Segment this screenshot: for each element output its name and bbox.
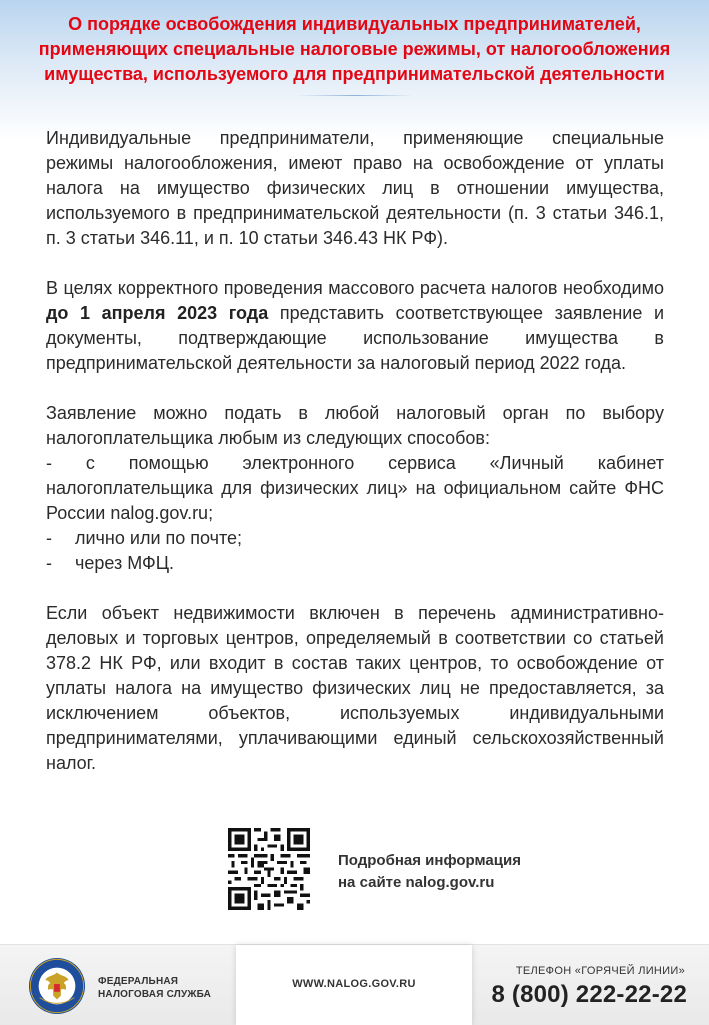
- fns-emblem-icon: [28, 957, 86, 1015]
- org-name: [98, 975, 211, 1001]
- title-line-3: имущества, используемого для предпринимательской деятельности: [44, 64, 665, 84]
- qr-code[interactable]: [228, 828, 310, 910]
- document-body: [46, 126, 664, 776]
- more-info-line-1: Подробная информация: [338, 852, 521, 869]
- deadline-text-after: представить соответствующее заявление и документы, подтверждающие использование имущества в предпринимательской деятельности за налоговый период 2022 года.: [46, 303, 664, 373]
- org-name-line-2: НАЛОГОВАЯ СЛУЖБА: [98, 989, 212, 1000]
- list-item-online-rest: налогоплательщика для физических лиц» на официальном сайте ФНС России nalog.gov.ru;: [46, 478, 664, 523]
- website-link[interactable]: WWW.NALOG.GOV.RU: [292, 978, 416, 990]
- more-info-text: [338, 850, 521, 894]
- list-dash: -: [46, 528, 52, 548]
- list-item-online-text: с помощью электронного сервиса «Личный кабинет: [85, 453, 664, 473]
- paragraph-submission-intro: Заявление можно подать в любой налоговый орган по выбору налогоплательщика любым из следующих способов:: [46, 403, 664, 448]
- list-item-mfc-text: через МФЦ.: [75, 553, 175, 573]
- list-item-online-line1: [46, 451, 664, 476]
- title-line-1: О порядке освобождения индивидуальных предпринимателей,: [68, 14, 641, 34]
- list-item-mfc: [46, 551, 664, 576]
- title-divider: [297, 95, 413, 96]
- list-item-in-person-text: лично или по почте;: [75, 528, 243, 548]
- title-line-2: применяющих специальные налоговые режимы, от налогообложения: [38, 39, 671, 59]
- paragraph-exceptions: Если объект недвижимости включен в перечень административно-деловых и торговых центров, определяемый в соответствии со статьей 378.2 НК РФ, или входит в состав таких центров, то освобождение от уплаты налога на имущество физических лиц не предоставляется, за исключением объектов, используемых индивидуальными предпринимателями, уплачивающими единый сельскохозяйственный налог.: [46, 603, 664, 773]
- page-title: [20, 12, 689, 87]
- hotline-phone[interactable]: 8 (800) 222-22-22: [491, 981, 687, 1008]
- deadline-text-before: В целях корректного проведения массового расчета налогов необходимо: [46, 278, 664, 298]
- list-dash: -: [46, 553, 52, 573]
- more-info-line-2: на сайте nalog.gov.ru: [338, 874, 495, 891]
- footer: [0, 944, 709, 1025]
- paragraph-deadline: [46, 276, 664, 376]
- paragraph-exemption-right: Индивидуальные предприниматели, применяющие специальные режимы налогообложения, имеют право на освобождение от уплаты налога на имущество физических лиц в отношении имущества, используемого в предпринимательской деятельности (п. 3 статьи 346.1, п. 3 статьи 346.11, и п. 10 статьи 346.43 НК РФ).: [46, 128, 664, 248]
- hotline-label: ТЕЛЕФОН «ГОРЯЧЕЙ ЛИНИИ»: [515, 965, 685, 977]
- list-item-in-person: [46, 526, 664, 551]
- deadline-date: до 1 апреля 2023 года: [46, 303, 269, 323]
- list-dash: -: [46, 453, 52, 473]
- org-name-line-1: ФЕДЕРАЛЬНАЯ: [98, 976, 179, 987]
